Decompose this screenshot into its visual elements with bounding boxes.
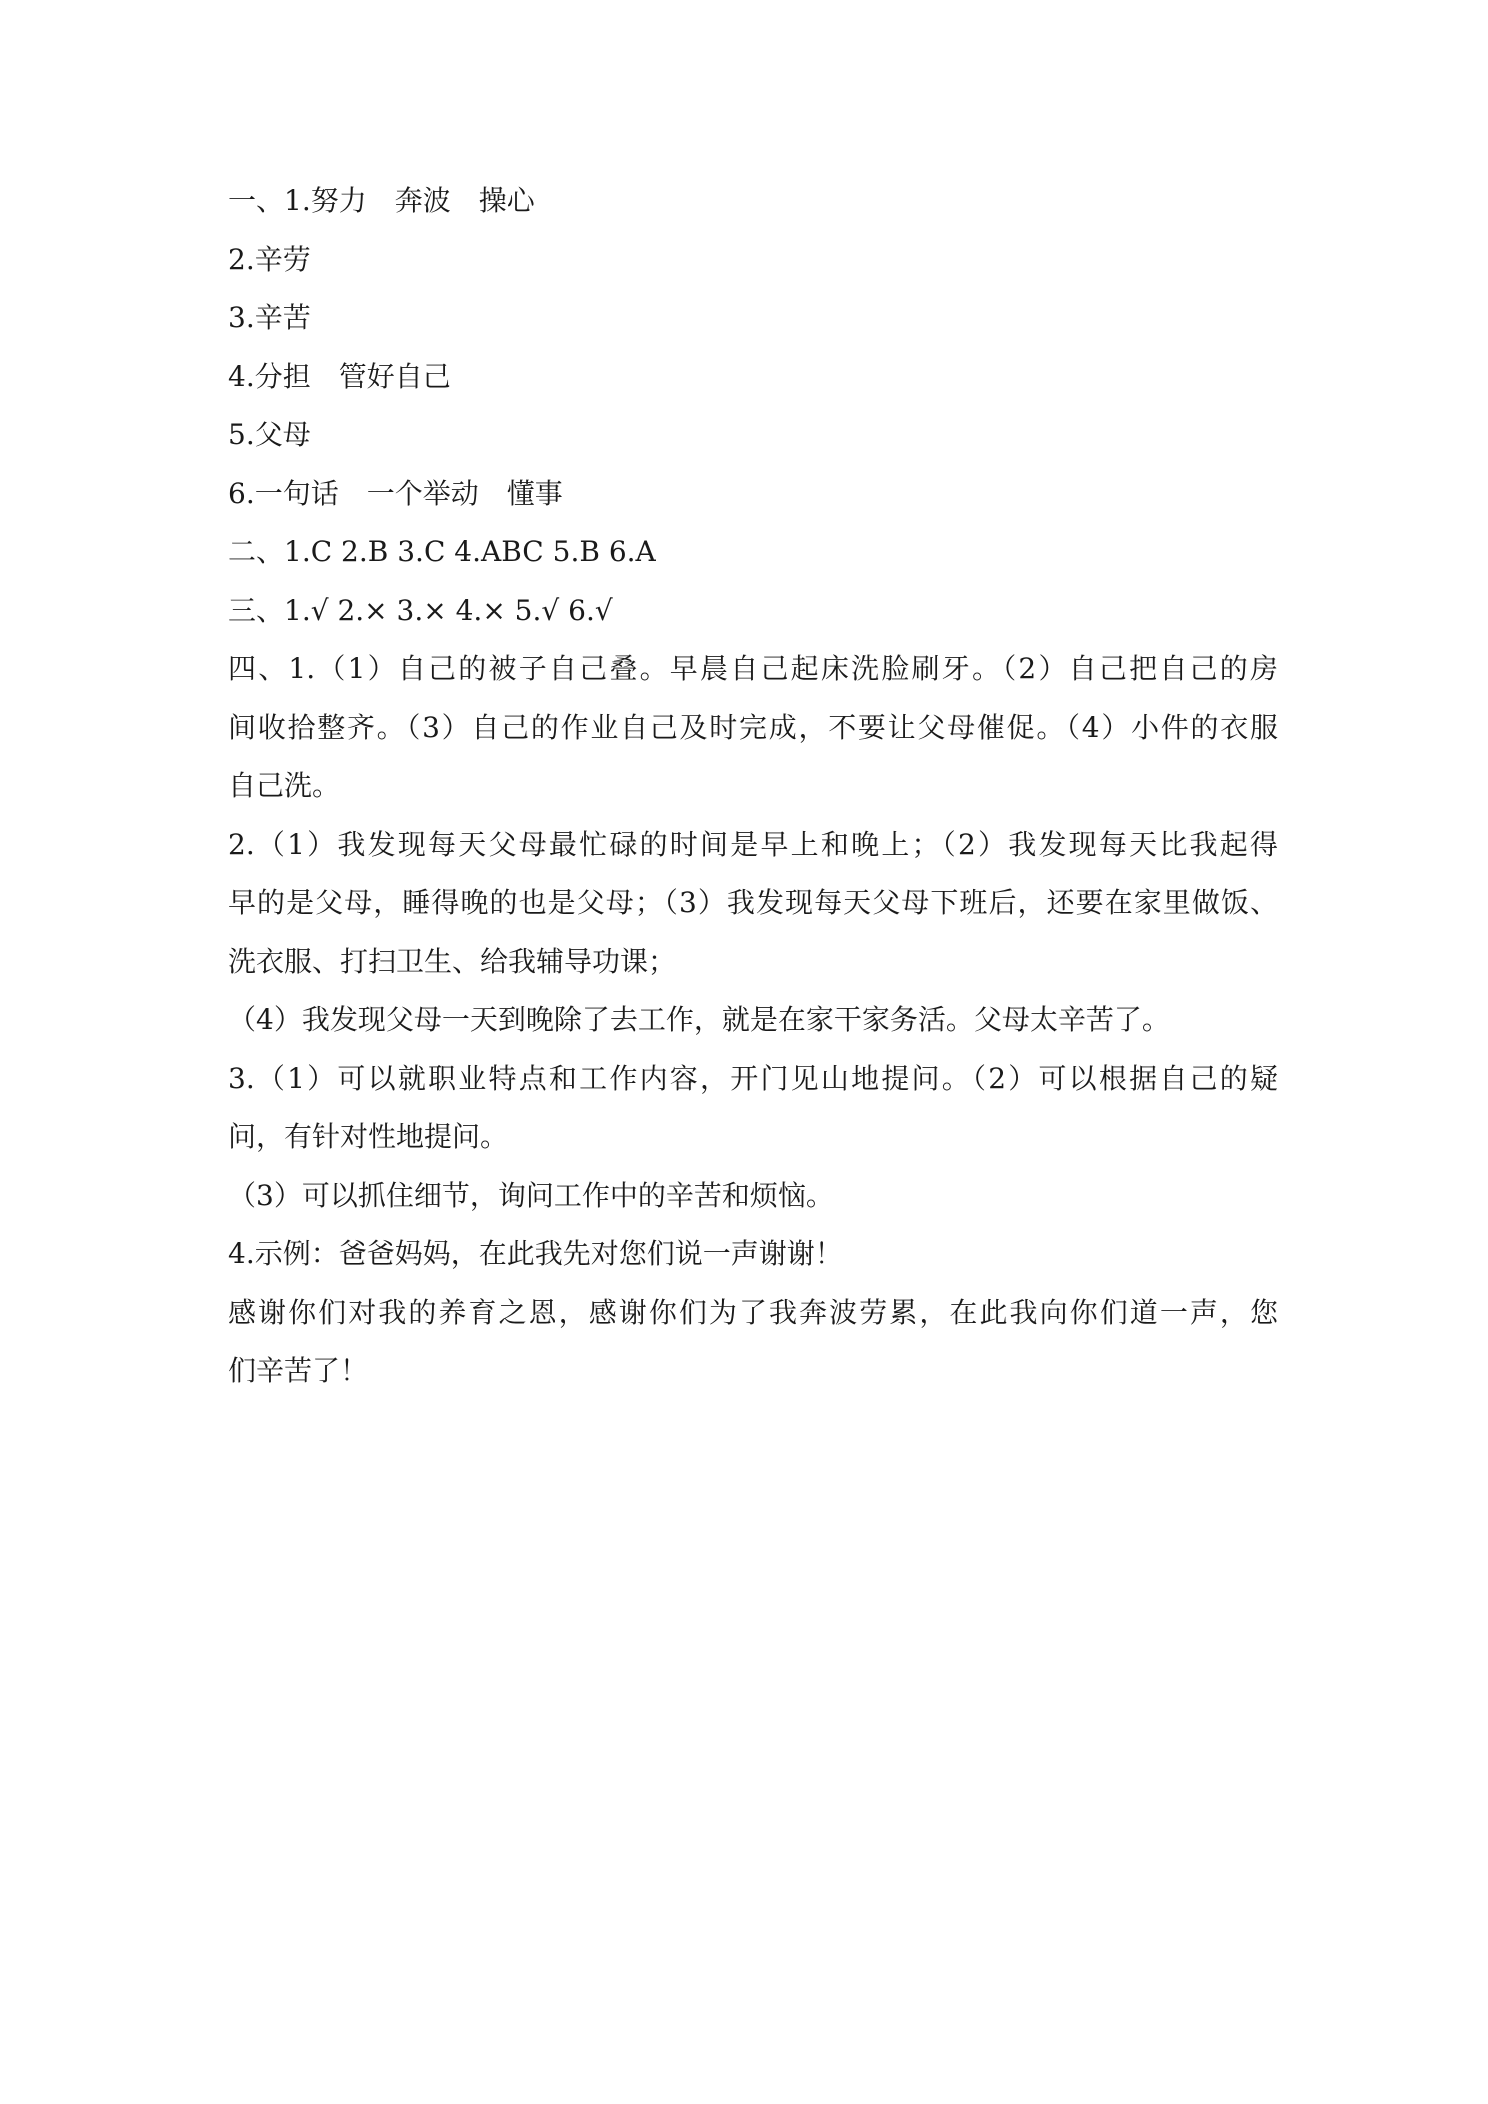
text-line: 四、1.（1）自己的被子自己叠。早晨自己起床洗脸刷牙。（2）自己把自己的房	[228, 652, 1278, 685]
text-line: 间收拾整齐。（3）自己的作业自己及时完成，不要让父母催促。（4）小件的衣服	[228, 710, 1278, 744]
text-line: 二、1.C 2.B 3.C 4.ABC 5.B 6.A	[228, 535, 656, 568]
text-line: 2.（1）我发现每天父母最忙碌的时间是早上和晚上；（2）我发现每天比我起得	[228, 827, 1278, 861]
text-line: 一、1.努力 奔波 操心	[228, 184, 535, 217]
text-line: （3）可以抓住细节，询问工作中的辛苦和烦恼。	[228, 1178, 834, 1212]
answer-text	[228, 172, 1278, 1401]
text-line: 3.辛苦	[228, 301, 311, 334]
text-line: 5.父母	[228, 418, 311, 451]
text-line: 早的是父母，睡得晚的也是父母；（3）我发现每天父母下班后，还要在家里做饭、	[228, 886, 1278, 919]
text-line: 4.示例：爸爸妈妈，在此我先对您们说一声谢谢！	[228, 1237, 843, 1270]
text-line: 6.一句话 一个举动 懂事	[228, 476, 563, 510]
text-line: 问，有针对性地提问。	[228, 1120, 509, 1153]
text-line: 4.分担 管好自己	[228, 359, 451, 393]
text-line: 感谢你们对我的养育之恩，感谢你们为了我奔波劳累，在此我向你们道一声，您	[228, 1295, 1278, 1329]
text-line: 洗衣服、打扫卫生、给我辅导功课；	[228, 944, 677, 978]
text-line: 们辛苦了！	[228, 1354, 369, 1387]
text-line: 2.辛劳	[228, 242, 311, 276]
text-line: 3.（1）可以就职业特点和工作内容，开门见山地提问。（2）可以根据自己的疑	[228, 1061, 1278, 1095]
text-line: 自己洗。	[228, 769, 341, 802]
text-line: （4）我发现父母一天到晚除了去工作，就是在家干家务活。父母太辛苦了。	[228, 1003, 1170, 1036]
text-line: 三、1.√ 2.× 3.× 4.× 5.√ 6.√	[228, 593, 613, 627]
